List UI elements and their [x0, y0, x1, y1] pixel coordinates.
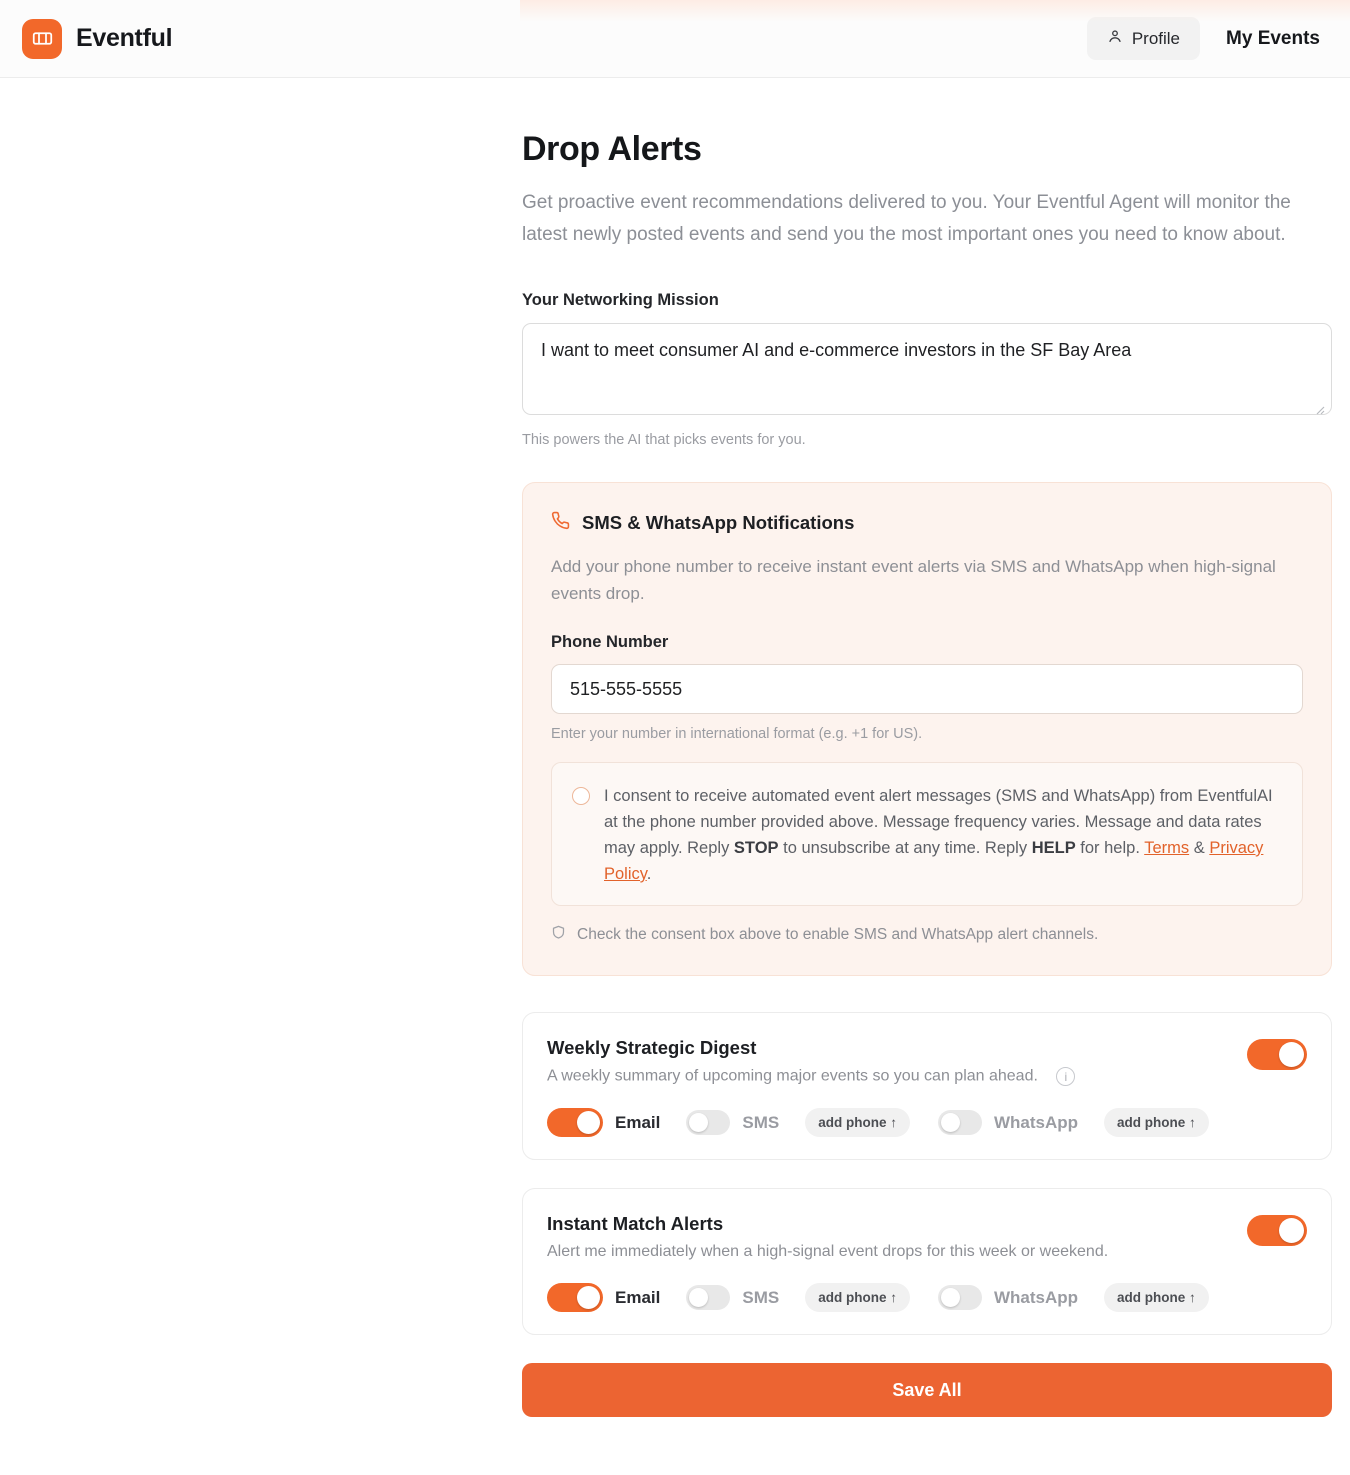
consent-checkbox-row[interactable]: [551, 762, 1303, 906]
top-nav-actions: [1087, 17, 1328, 60]
shield-icon: [551, 924, 566, 945]
ticket-icon: [22, 19, 62, 59]
phone-icon: [551, 511, 570, 535]
alert-card-instant-match: [522, 1188, 1332, 1335]
phone-helper-text: Enter your number in international format (e.g. +1 for US).: [551, 726, 923, 742]
consent-text-ampersand: &: [1189, 839, 1210, 857]
channel-label-sms: SMS: [742, 1287, 780, 1307]
terms-link[interactable]: Terms: [1144, 839, 1190, 857]
brand-logo[interactable]: [22, 19, 172, 59]
consent-text: [604, 783, 1282, 887]
privacy-policy-link[interactable]: Privacy Policy: [604, 839, 1264, 883]
add-phone-pill-whatsapp[interactable]: add phone ↑: [1104, 1108, 1209, 1137]
consent-note-text: Check the consent box above to enable SMS and WhatsApp alert channels.: [577, 925, 1099, 943]
add-phone-pill-sms[interactable]: add phone ↑: [805, 1283, 910, 1312]
consent-text-part-1: I consent to receive automated event alert messages (SMS and WhatsApp) from EventfulAI at the phone number provided above. Message frequency varies. Message and data rates may apply. Reply: [604, 787, 1273, 857]
channel-toggle-whatsapp[interactable]: [938, 1285, 982, 1310]
sms-panel-description: Add your phone number to receive instant event alerts via SMS and WhatsApp when high-signal events drop.: [551, 557, 1276, 603]
brand-name: Eventful: [76, 24, 173, 52]
top-navigation-bar: [0, 0, 1350, 78]
left-empty-rail: [0, 78, 522, 1475]
user-icon: [1107, 28, 1123, 49]
channel-toggle-whatsapp[interactable]: [938, 1110, 982, 1135]
consent-text-part-3: for help.: [1075, 839, 1145, 857]
add-phone-pill-sms[interactable]: add phone ↑: [805, 1108, 910, 1137]
alert-title: Weekly Strategic Digest: [547, 1037, 757, 1058]
alert-master-toggle[interactable]: [1247, 1039, 1307, 1070]
consent-text-end: .: [646, 865, 652, 883]
sms-whatsapp-panel: [522, 482, 1332, 976]
alert-title: Instant Match Alerts: [547, 1213, 724, 1234]
consent-radio-icon[interactable]: [572, 787, 590, 805]
mission-label: Your Networking Mission: [522, 291, 719, 309]
page-body: [0, 78, 1350, 1475]
alert-card-weekly-digest: [522, 1012, 1332, 1160]
phone-number-label: Phone Number: [551, 633, 669, 651]
channel-toggle-email[interactable]: [547, 1283, 603, 1312]
info-icon[interactable]: i: [1056, 1067, 1075, 1086]
channel-toggle-sms[interactable]: [686, 1110, 730, 1135]
channel-label-whatsapp: WhatsApp: [993, 1112, 1078, 1132]
channel-toggle-sms[interactable]: [686, 1285, 730, 1310]
add-phone-pill-whatsapp[interactable]: add phone ↑: [1104, 1283, 1209, 1312]
channel-toggle-row: [547, 1283, 1307, 1312]
alert-description-row: [547, 1067, 1307, 1086]
channel-label-whatsapp: WhatsApp: [993, 1287, 1078, 1307]
channel-toggle-row: [547, 1108, 1307, 1137]
networking-mission-input[interactable]: [522, 323, 1332, 415]
profile-label: Profile: [1131, 28, 1181, 48]
page-subtitle: Get proactive event recommendations delivered to you. Your Eventful Agent will monitor the latest newly posted events and send you the most important ones you need to know about.: [522, 192, 1291, 245]
alert-master-toggle[interactable]: [1247, 1215, 1307, 1246]
channel-label-email: Email: [615, 1112, 661, 1132]
save-all-button[interactable]: Save All: [522, 1363, 1332, 1417]
channel-label-sms: SMS: [742, 1112, 780, 1132]
sms-panel-title: SMS & WhatsApp Notifications: [582, 512, 855, 533]
consent-stop-keyword: STOP: [733, 839, 779, 857]
phone-number-input[interactable]: [551, 664, 1303, 714]
mission-helper-text: This powers the AI that picks events for you.: [522, 432, 806, 448]
channel-toggle-email[interactable]: [547, 1108, 603, 1137]
mission-field-wrapper: [522, 323, 1332, 420]
page-title: Drop Alerts: [522, 130, 702, 168]
my-events-link[interactable]: My Events: [1226, 27, 1320, 49]
alert-description: A weekly summary of upcoming major events so you can plan ahead.: [547, 1067, 1038, 1085]
consent-note-row: [551, 924, 1303, 945]
profile-button[interactable]: [1087, 17, 1200, 60]
alert-description: Alert me immediately when a high-signal event drops for this week or weekend.: [547, 1243, 1109, 1260]
main-content: [522, 78, 1350, 1475]
sms-panel-header: [551, 511, 1303, 535]
consent-text-part-2: to unsubscribe at any time. Reply: [778, 839, 1032, 857]
consent-help-keyword: HELP: [1031, 839, 1076, 857]
channel-label-email: Email: [615, 1287, 661, 1307]
